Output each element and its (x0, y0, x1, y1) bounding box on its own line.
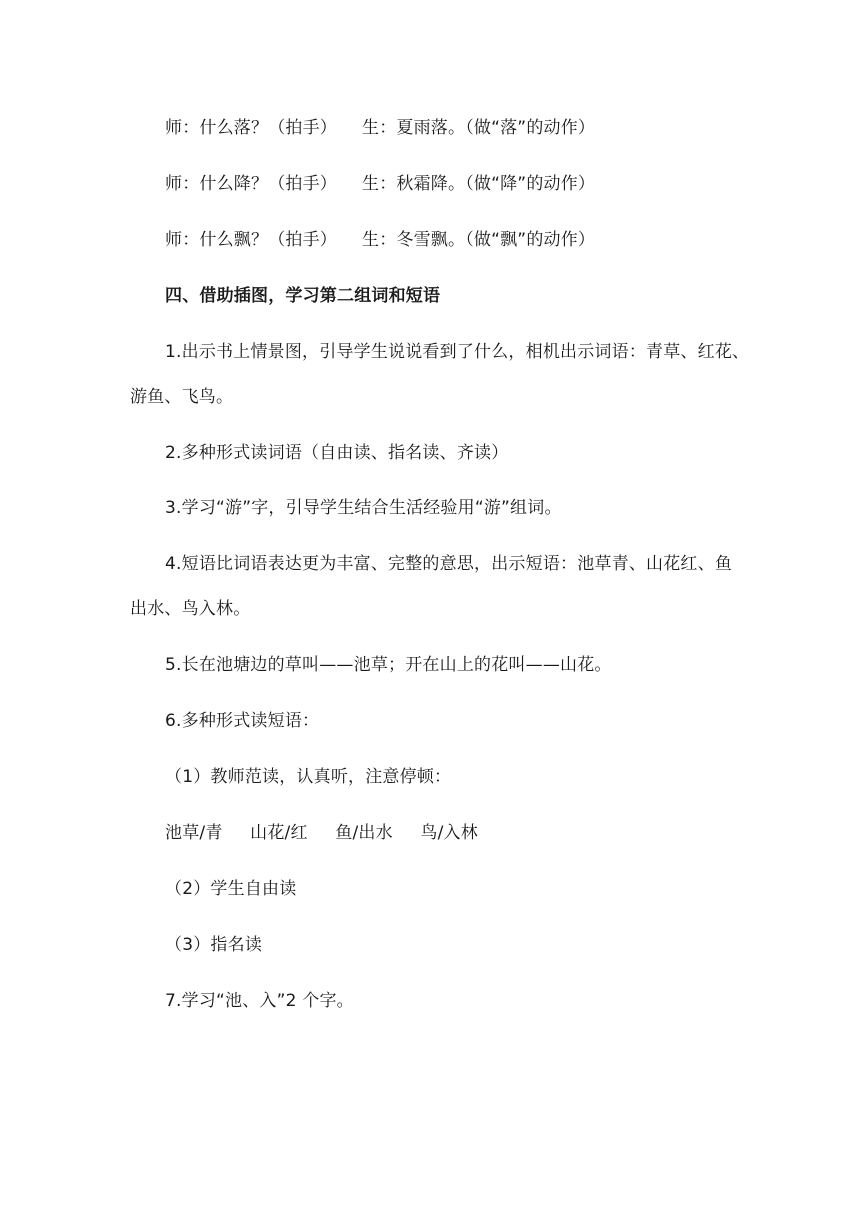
step-4-line-1: 4.短语比词语表达更为丰富、完整的意思，出示短语：池草青、山花红、鱼 (165, 554, 733, 574)
phrase-item: 池草/青 (165, 823, 223, 843)
step-1-line-1: 1.出示书上情景图，引导学生说说看到了什么，相机出示词语：青草、红花、 (165, 342, 750, 362)
phrase-item: 山花/红 (250, 823, 308, 843)
teacher-line-3: 师：什么飘？（拍手） (165, 230, 337, 250)
student-line-2: 生：秋霜降。（做“降”的动作） (362, 174, 596, 194)
phrase-row (165, 822, 500, 844)
step-6-sub-1: （1）教师范读，认真听，注意停顿： (165, 767, 452, 787)
step-6-sub-3: （3）指名读 (165, 935, 263, 955)
step-4-line-2: 出水、鸟入林。 (130, 599, 251, 619)
teacher-line-1: 师：什么落？（拍手） (165, 118, 337, 138)
step-6: 6.多种形式读短语： (165, 711, 320, 731)
step-2: 2.多种形式读词语（自由读、指名读、齐读） (165, 443, 509, 463)
step-1-line-2: 游鱼、飞鸟。 (130, 387, 234, 407)
step-7: 7.学习“池、入”2 个字。 (165, 991, 354, 1011)
phrase-item: 鱼/出水 (335, 823, 393, 843)
phrase-item: 鸟/入林 (420, 823, 478, 843)
step-5: 5.长在池塘边的草叫——池草；开在山上的花叫——山花。 (165, 655, 612, 675)
student-line-1: 生：夏雨落。（做“落”的动作） (362, 118, 596, 138)
student-line-3: 生：冬雪飘。（做“飘”的动作） (362, 230, 596, 250)
step-3: 3.学习“游”字，引导学生结合生活经验用“游”组词。 (165, 498, 562, 518)
teacher-line-2: 师：什么降？（拍手） (165, 174, 337, 194)
section-heading: 四、借助插图，学习第二组词和短语 (165, 286, 441, 306)
step-6-sub-2: （2）学生自由读 (165, 879, 297, 899)
